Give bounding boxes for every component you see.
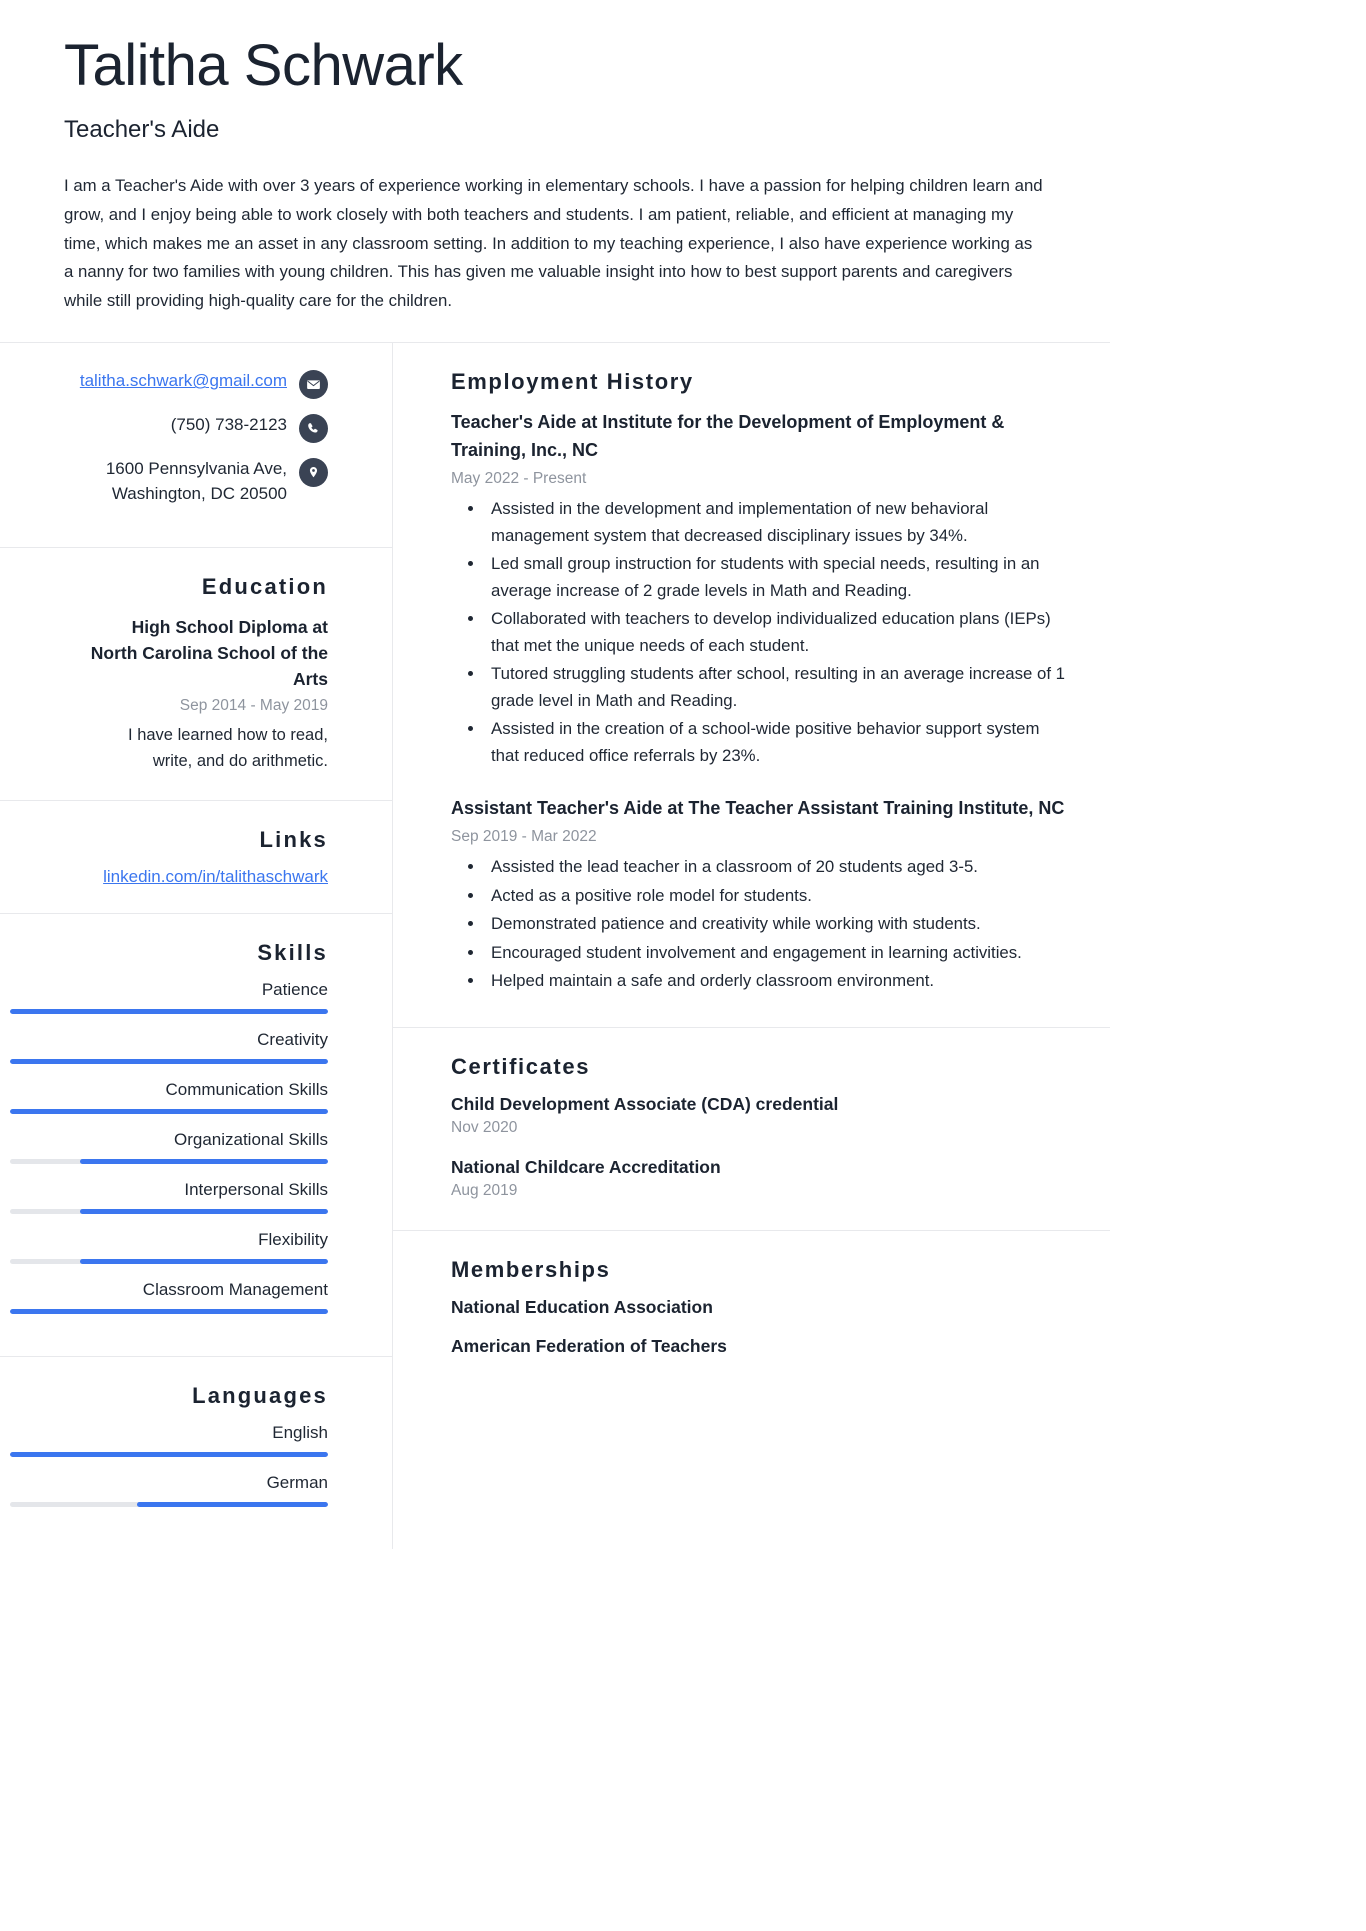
education-heading: Education xyxy=(201,573,328,599)
job-bullet: • Assisted in the creation of a school-wide positive behavior support system that reduced office referrals by 23%. xyxy=(485,716,1070,769)
address-line-2: Washington, DC 20500 xyxy=(111,483,287,503)
skill-item xyxy=(10,1080,328,1114)
education-title-line-3: Arts xyxy=(292,669,328,690)
certificate-date: Nov 2020 xyxy=(451,1118,518,1136)
skill-meter-fill xyxy=(10,1059,328,1064)
education-title xyxy=(10,614,328,693)
contact-address-row xyxy=(10,457,328,506)
skill-label: Communication Skills xyxy=(165,1080,328,1100)
skill-meter-track xyxy=(10,1159,328,1164)
skill-meter-fill xyxy=(10,1109,328,1114)
skill-meter-track xyxy=(10,1059,328,1064)
skill-meter-fill xyxy=(10,1309,328,1314)
skill-label: Interpersonal Skills xyxy=(184,1180,328,1200)
certificate-entry xyxy=(451,1094,1070,1137)
memberships-section xyxy=(393,1231,1110,1387)
language-label: English xyxy=(272,1423,328,1443)
language-meter-track xyxy=(10,1502,328,1507)
skills-heading: Skills xyxy=(257,940,328,966)
job-bullet: • Encouraged student involvement and engagement in learning activities. xyxy=(485,940,1070,967)
envelope-icon xyxy=(299,370,328,399)
membership-item: American Federation of Teachers xyxy=(451,1335,727,1356)
skill-item xyxy=(10,1230,328,1264)
employment-section xyxy=(393,343,1110,1028)
certificates-list xyxy=(451,1094,1070,1200)
skill-meter-fill xyxy=(80,1209,328,1214)
skill-meter-track xyxy=(10,1009,328,1014)
skills-list xyxy=(10,980,328,1314)
job-bullet: • Collaborated with teachers to develop individualized education plans (IEPs) that met the unique needs of each student. xyxy=(485,606,1070,659)
jobs-list xyxy=(451,409,1070,995)
skill-item xyxy=(10,1130,328,1164)
memberships-list xyxy=(451,1297,1070,1357)
education-title-line-2: North Carolina School of the xyxy=(90,642,328,663)
language-meter-fill xyxy=(10,1452,328,1457)
certificates-heading: Certificates xyxy=(451,1053,591,1079)
skill-item xyxy=(10,980,328,1014)
address-value xyxy=(106,457,287,506)
skill-label: Organizational Skills xyxy=(173,1130,328,1150)
memberships-heading: Memberships xyxy=(451,1256,611,1282)
job-bullet: • Acted as a positive role model for students. xyxy=(485,883,1070,910)
skill-meter-track xyxy=(10,1209,328,1214)
employment-heading: Employment History xyxy=(451,369,694,395)
main-content xyxy=(393,343,1110,1549)
skill-label: Creativity xyxy=(257,1030,328,1050)
job-entry xyxy=(451,795,1070,995)
skill-item xyxy=(10,1030,328,1064)
job-bullet-list xyxy=(485,496,1070,769)
location-pin-icon xyxy=(299,458,328,487)
certificates-section xyxy=(393,1028,1110,1231)
education-section xyxy=(0,548,392,802)
links-heading: Links xyxy=(259,827,328,853)
job-bullet-list xyxy=(485,854,1070,995)
profile-summary: I am a Teacher's Aide with over 3 years of experience working in elementary schools. I have a passion for helping children learn and grow, and I enjoy being able to work closely with both teachers and students. I am patient, reliable, and efficient at managing my time, which makes me an asset in any classroom setting. In addition to my teaching experience, I also have experience working as a nanny for two families with young children. This has given me valuable insight into how to best support parents and caregivers while still providing high-quality care for the children. xyxy=(64,175,1043,311)
language-item xyxy=(10,1423,328,1457)
education-desc-line-1: I have learned how to read, xyxy=(128,726,328,745)
resume-body xyxy=(0,343,1110,1549)
phone-value: (750) 738-2123 xyxy=(170,415,287,435)
job-role: Assistant Teacher's Aide at The Teacher Assistant Training Institute, NC xyxy=(451,798,1065,819)
skill-label: Flexibility xyxy=(258,1230,328,1250)
job-title: Teacher's Aide xyxy=(64,115,220,143)
education-description xyxy=(10,723,328,774)
language-label: German xyxy=(266,1473,328,1493)
link-item[interactable]: linkedin.com/in/talithaschwark xyxy=(103,867,328,887)
education-entry xyxy=(10,614,328,775)
job-role: Teacher's Aide at Institute for the Development of Employment & Training, Inc., NC xyxy=(451,412,1005,461)
skills-section xyxy=(0,914,392,1357)
contact-email-row[interactable] xyxy=(10,369,328,399)
language-item xyxy=(10,1473,328,1507)
languages-list xyxy=(10,1423,328,1507)
language-meter-track xyxy=(10,1452,328,1457)
certificate-title: Child Development Associate (CDA) credential xyxy=(451,1093,839,1114)
contact-phone-row[interactable] xyxy=(10,413,328,443)
languages-section xyxy=(0,1357,392,1549)
skill-meter-track xyxy=(10,1309,328,1314)
job-date: May 2022 - Present xyxy=(451,470,587,488)
certificate-entry xyxy=(451,1157,1070,1200)
job-entry xyxy=(451,409,1070,769)
job-bullet: • Demonstrated patience and creativity while working with students. xyxy=(485,911,1070,938)
resume-header xyxy=(0,0,1110,342)
skill-meter-track xyxy=(10,1109,328,1114)
phone-icon xyxy=(299,414,328,443)
skill-meter-track xyxy=(10,1259,328,1264)
sidebar xyxy=(0,343,392,1549)
job-date: Sep 2019 - Mar 2022 xyxy=(451,828,597,846)
certificate-title: National Childcare Accreditation xyxy=(451,1156,721,1177)
education-desc-line-2: write, and do arithmetic. xyxy=(152,751,328,770)
skill-label: Classroom Management xyxy=(142,1280,328,1300)
skill-label: Patience xyxy=(261,980,328,1000)
education-date: Sep 2014 - May 2019 xyxy=(179,697,328,715)
links-section xyxy=(0,801,392,914)
job-bullet: • Assisted in the development and implementation of new behavioral management system that decreased disciplinary issues by 34%. xyxy=(485,496,1070,549)
skill-meter-fill xyxy=(80,1159,328,1164)
languages-heading: Languages xyxy=(192,1383,328,1409)
contact-section xyxy=(0,343,392,547)
address-line-1: 1600 Pennsylvania Ave, xyxy=(105,459,287,479)
skill-meter-fill xyxy=(80,1259,328,1264)
page-title: Talitha Schwark xyxy=(64,33,463,98)
job-bullet: • Tutored struggling students after school, resulting in an average increase of 1 grade level in Math and Reading. xyxy=(485,661,1070,714)
skill-item xyxy=(10,1280,328,1314)
certificate-date: Aug 2019 xyxy=(451,1181,518,1199)
job-bullet: • Led small group instruction for students with special needs, resulting in an average increase of 2 grade levels in Math and Reading. xyxy=(485,551,1070,604)
email-value[interactable]: talitha.schwark@gmail.com xyxy=(79,371,287,391)
membership-item: National Education Association xyxy=(451,1296,713,1317)
job-bullet: • Assisted the lead teacher in a classroom of 20 students aged 3-5. xyxy=(485,854,1070,881)
job-bullet: • Helped maintain a safe and orderly classroom environment. xyxy=(485,968,1070,995)
skill-meter-fill xyxy=(10,1009,328,1014)
language-meter-fill xyxy=(137,1502,328,1507)
skill-item xyxy=(10,1180,328,1214)
education-title-line-1: High School Diploma at xyxy=(131,616,328,637)
